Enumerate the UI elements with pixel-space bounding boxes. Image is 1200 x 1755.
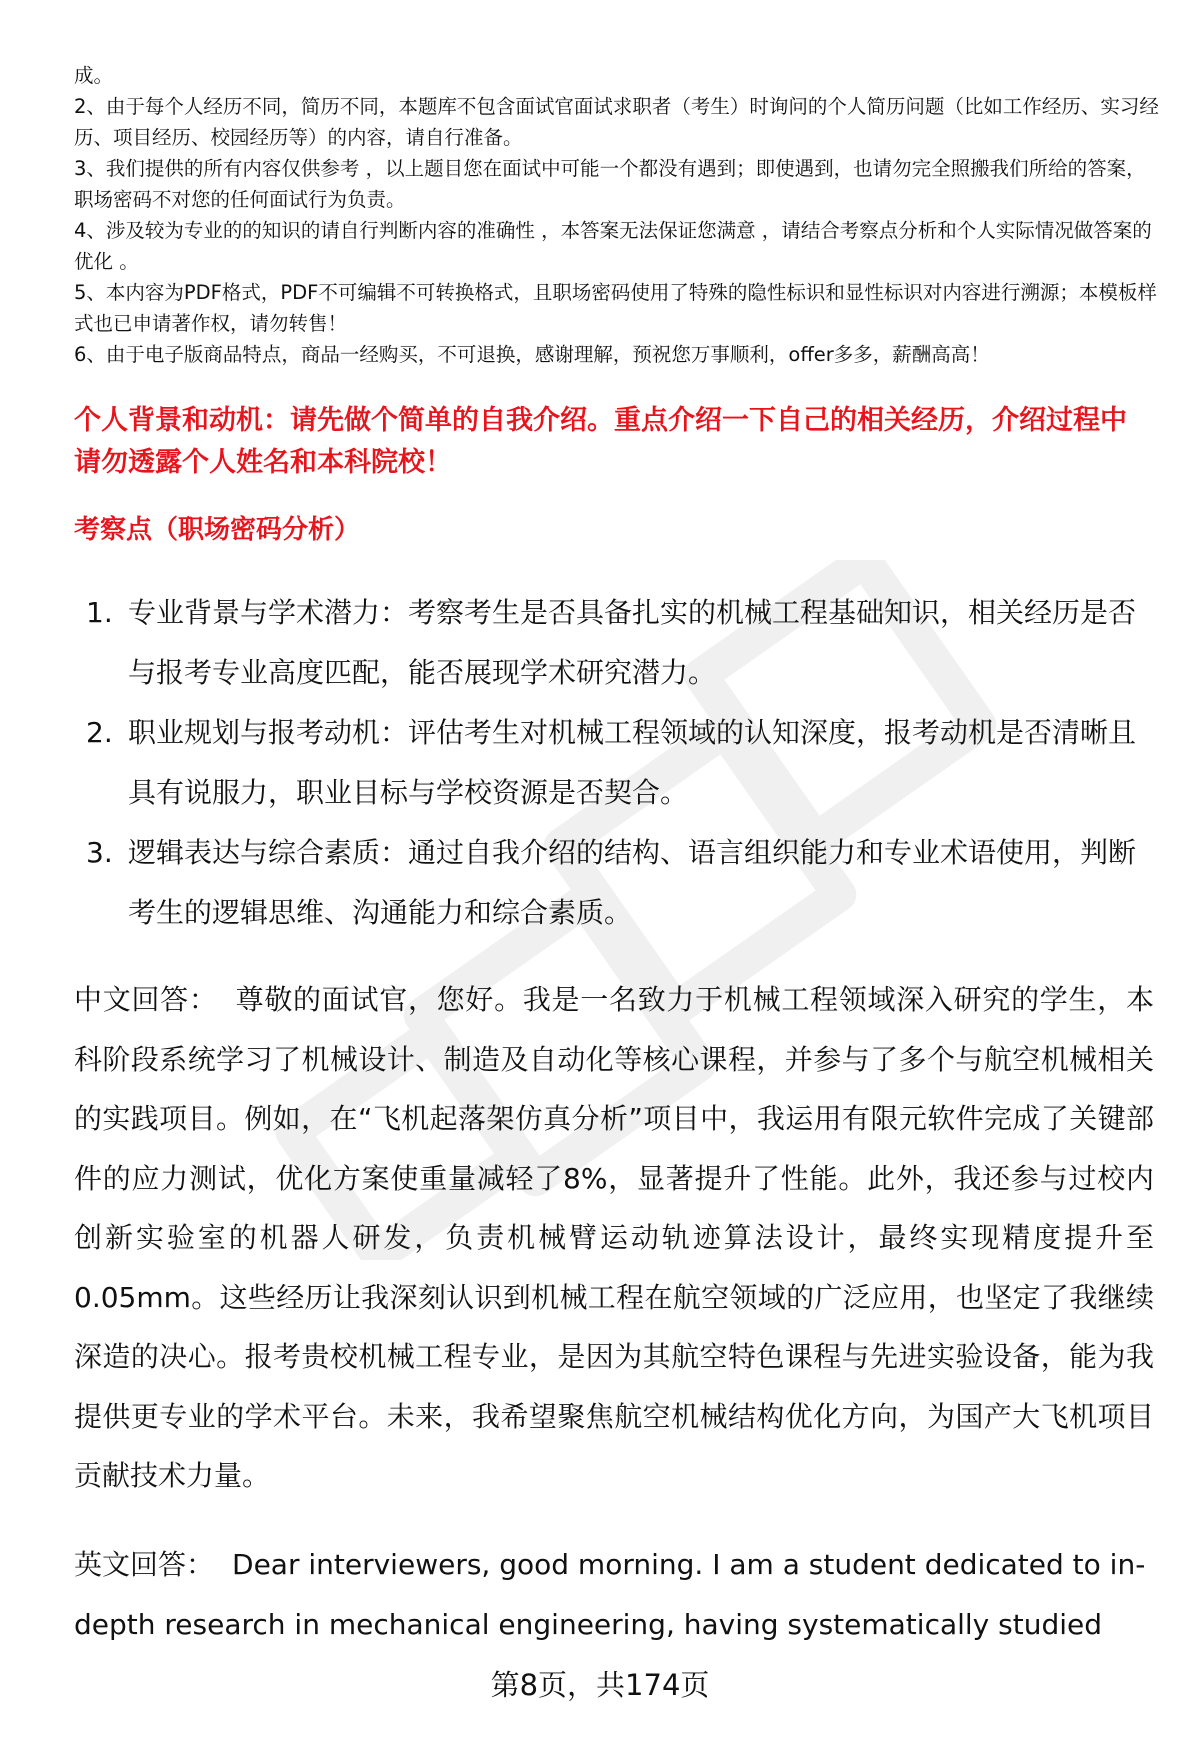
english-answer-text: Dear interviewers, good morning. I am a student dedicated to in-depth research in mechanical engineering, having systematically studied xyxy=(74,1548,1146,1641)
disclaimer-notes xyxy=(74,60,1164,370)
english-answer xyxy=(74,1535,1154,1654)
page-number: 第8页，共174页 xyxy=(490,1668,710,1702)
analysis-heading: 考察点（职场密码分析） xyxy=(74,515,361,545)
note-line: 成。 xyxy=(74,64,114,87)
analysis-point xyxy=(74,583,1154,703)
note-line: 6、由于电子版商品特点，商品一经购买，不可退换，感谢理解，预祝您万事顺利，offer多多，薪酬高高！ xyxy=(74,343,990,366)
point-text: 专业背景与学术潜力：考察考生是否具备扎实的机械工程基础知识，相关经历是否与报考专业高度匹配，能否展现学术研究潜力。 xyxy=(128,596,1137,689)
note-line: 3、我们提供的所有内容仅供参考 ，以上题目您在面试中可能一个都没有遇到；即使遇到，也请勿完全照搬我们所给的答案，职场密码不对您的任何面试行为负责。 xyxy=(74,157,1146,211)
english-answer-label: 英文回答： xyxy=(74,1548,215,1581)
chinese-answer-label: 中文回答： xyxy=(74,983,218,1016)
interview-question: 个人背景和动机：请先做个简单的自我介绍。重点介绍一下自己的相关经历，介绍过程中请勿透露个人姓名和本科院校！ xyxy=(74,405,1127,478)
point-number: 1. xyxy=(86,596,113,629)
point-text: 职业规划与报考动机：评估考生对机械工程领域的认知深度，报考动机是否清晰且具有说服力，职业目标与学校资源是否契合。 xyxy=(128,716,1137,809)
chinese-answer xyxy=(74,970,1154,1506)
analysis-point xyxy=(74,703,1154,823)
note-line: 5、本内容为PDF格式，PDF不可编辑不可转换格式，且职场密码使用了特殊的隐性标识和显性标识对内容进行溯源；本模板样式也已申请著作权，请勿转售！ xyxy=(74,281,1157,335)
chinese-answer-text: 尊敬的面试官，您好。我是一名致力于机械工程领域深入研究的学生，本科阶段系统学习了机械设计、制造及自动化等核心课程，并参与了多个与航空机械相关的实践项目。例如，在“飞机起落架仿真分析”项目中，我运用有限元软件完成了关键部件的应力测试，优化方案使重量减轻了8%，显著提升了性能。此外，我还参与过校内创新实验室的机器人研发，负责机械臂运动轨迹算法设计，最终实现精度提升至0.05mm。这些经历让我深刻认识到机械工程在航空领域的广泛应用，也坚定了我继续深造的决心。报考贵校机械工程专业，是因为其航空特色课程与先进实验设备，能为我提供更专业的学术平台。未来，我希望聚焦航空机械结构优化方向，为国产大飞机项目贡献技术力量。 xyxy=(74,983,1154,1492)
note-line: 2、由于每个人经历不同，简历不同，本题库不包含面试官面试求职者（考生）时询问的个人简历问题（比如工作经历、实习经历、项目经历、校园经历等）的内容，请自行准备。 xyxy=(74,95,1159,149)
point-number: 3. xyxy=(86,836,113,869)
note-line: 4、涉及较为专业的的知识的请自行判断内容的准确性 ，本答案无法保证您满意 ，请结合考察点分析和个人实际情况做答案的优化 。 xyxy=(74,219,1152,273)
point-text: 逻辑表达与综合素质：通过自我介绍的结构、语言组织能力和专业术语使用，判断考生的逻辑思维、沟通能力和综合素质。 xyxy=(128,836,1137,929)
point-number: 2. xyxy=(86,716,113,749)
analysis-points xyxy=(74,583,1154,943)
analysis-point xyxy=(74,823,1154,943)
